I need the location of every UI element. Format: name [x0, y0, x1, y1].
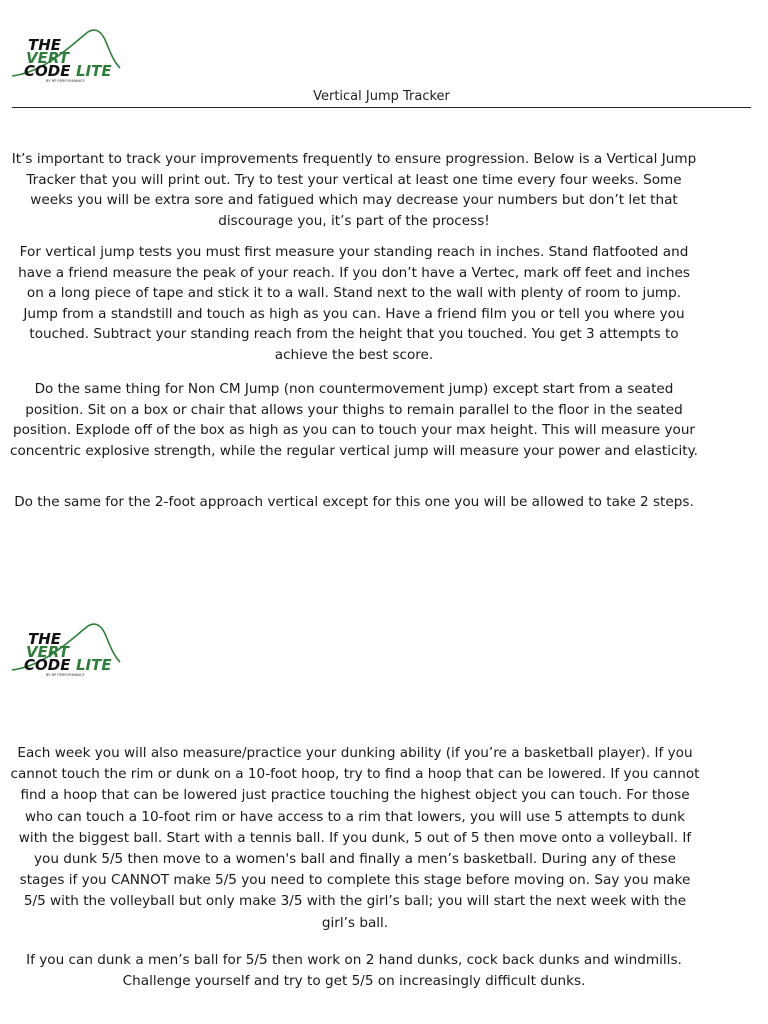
- logo-word-vert: VERT: [26, 49, 69, 67]
- logo-word-lite: LITE: [76, 62, 112, 80]
- logo-word-vert: VERT: [26, 643, 69, 661]
- paragraph-vertical-jump-test: For vertical jump tests you must first measure your standing reach in inches. Stand flatfooted and have a friend measure the peak of your reach. If you don’t have a Vertec, mark off feet and inches on a long piece of tape and stick it to a wall. Stand next to the wall with plenty of room to jump. Jump from a standstill and touch as high as you can. Have a friend film you or tell you where you touched. Subtract your standing reach from the height that you touched. You get 3 attempts to achieve the best score.: [18, 244, 690, 363]
- logo-word-code: CODE: [24, 656, 71, 674]
- logo-word-the: THE: [28, 630, 62, 648]
- logo-word-the: THE: [28, 36, 62, 54]
- paragraph-advanced-dunks: If you can dunk a men’s ball for 5/5 then work on 2 hand dunks, cock back dunks and windmills. Challenge yourself and try to get 5/5 on increasingly difficult dunks.: [26, 952, 682, 989]
- logo-word-lite: LITE: [76, 656, 112, 674]
- logo-word-code: CODE: [24, 62, 71, 80]
- vert-code-elite-logo: [10, 26, 140, 86]
- logo-tagline: BY RP PERFORMANCE: [46, 79, 85, 83]
- logo-graphic: [10, 26, 140, 86]
- document-title: Vertical Jump Tracker: [12, 89, 751, 108]
- paragraph-approach-vertical: Do the same for the 2-foot approach vertical except for this one you will be allowed to take 2 steps.: [14, 494, 694, 510]
- paragraph-tracking-intro: It’s important to track your improvements frequently to ensure progression. Below is a Vertical Jump Tracker that you will print out. Try to test your vertical at least one time every four weeks. Some weeks you will be extra sore and fatigued which may decrease your numbers but don’t let that discourage you, it’s part of the process!: [11, 151, 697, 229]
- paragraph-non-cm-jump: Do the same thing for Non CM Jump (non countermovement jump) except start from a seated position. Sit on a box or chair that allows your thighs to remain parallel to the floor in the seated position. Explode off of the box as high as you can to touch your max height. This will measure your concentric explosive strength, while the regular vertical jump will measure your power and elasticity.: [10, 381, 698, 459]
- vert-code-elite-logo: [10, 620, 140, 680]
- paragraph-dunking-ability: Each week you will also measure/practice your dunking ability (if you’re a basketball player). If you cannot touch the rim or dunk on a 10-foot hoop, try to find a hoop that can be lowered. If you cannot find a hoop that can be lowered just practice touching the highest object you can touch. For those who can touch a 10-foot rim or have access to a rim that lowers, you will use 5 attempts to dunk with the biggest ball. Start with a tennis ball. If you dunk, 5 out of 5 then move onto a volleyball. If you dunk 5/5 then move to a women's ball and finally a men’s basketball. During any of these stages if you CANNOT make 5/5 you need to complete this stage before moving on. Say you make 5/5 with the volleyball but only make 3/5 with the girl’s ball; you will start the next week with the girl’s ball.: [10, 745, 700, 931]
- logo-graphic: [10, 620, 140, 680]
- logo-tagline: BY RP PERFORMANCE: [46, 673, 85, 677]
